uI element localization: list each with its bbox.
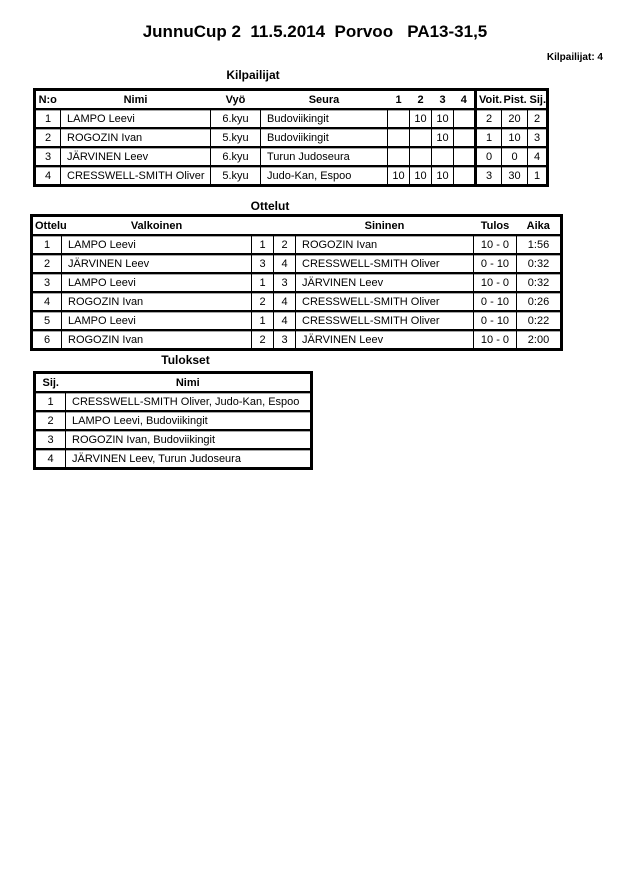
rank-cell: 2 <box>528 109 548 128</box>
white-player-cell: LAMPO Leevi <box>62 273 252 292</box>
result-rank-cell: 3 <box>35 430 66 449</box>
score-vs2-cell <box>410 128 432 147</box>
white-player-cell: ROGOZIN Ivan <box>62 292 252 311</box>
competitor-club-cell: Budoviikingit <box>261 128 388 147</box>
competitor-number-cell: 1 <box>35 109 61 128</box>
score-vs3-cell: 10 <box>432 166 454 186</box>
white-number-cell: 2 <box>252 292 274 311</box>
competitors-table <box>33 88 549 187</box>
result-rank-cell: 2 <box>35 411 66 430</box>
rank-cell: 4 <box>528 147 548 166</box>
blue-number-cell: 4 <box>274 311 296 330</box>
col-header-m4: 4 <box>454 90 476 110</box>
table-row <box>32 235 562 254</box>
result-name-cell: ROGOZIN Ivan, Budoviikingit <box>66 430 312 449</box>
score-vs1-cell <box>388 147 410 166</box>
table-row <box>35 449 312 469</box>
blue-player-cell: CRESSWELL-SMITH Oliver <box>296 311 474 330</box>
points-cell: 20 <box>502 109 528 128</box>
wins-cell: 0 <box>476 147 502 166</box>
result-cell: 0 - 10 <box>474 311 517 330</box>
time-cell: 1:56 <box>517 235 562 254</box>
white-player-cell: JÄRVINEN Leev <box>62 254 252 273</box>
competitor-club-cell: Judo-Kan, Espoo <box>261 166 388 186</box>
col-header-club: Seura <box>261 90 388 110</box>
match-number-cell: 4 <box>32 292 62 311</box>
match-number-cell: 5 <box>32 311 62 330</box>
time-cell: 0:26 <box>517 292 562 311</box>
time-cell: 0:32 <box>517 254 562 273</box>
white-player-cell: LAMPO Leevi <box>62 235 252 254</box>
score-vs4-cell <box>454 128 476 147</box>
white-number-cell: 1 <box>252 311 274 330</box>
score-vs2-cell: 10 <box>410 166 432 186</box>
match-number-cell: 2 <box>32 254 62 273</box>
competitor-club-cell: Budoviikingit <box>261 109 388 128</box>
table-header-row <box>35 90 548 110</box>
score-vs3-cell: 10 <box>432 109 454 128</box>
col-header-m2: 2 <box>410 90 432 110</box>
white-player-cell: ROGOZIN Ivan <box>62 330 252 350</box>
col-header-m3: 3 <box>432 90 454 110</box>
blue-number-cell: 3 <box>274 273 296 292</box>
col-header-match: Ottelu <box>32 216 62 236</box>
result-cell: 10 - 0 <box>474 330 517 350</box>
score-vs1-cell <box>388 109 410 128</box>
result-rank-cell: 4 <box>35 449 66 469</box>
col-header-no: N:o <box>35 90 61 110</box>
page-title: JunnuCup 2 11.5.2014 Porvoo PA13-31,5 <box>142 22 488 41</box>
col-header-points: Pist. <box>502 90 528 110</box>
result-name-cell: LAMPO Leevi, Budoviikingit <box>66 411 312 430</box>
table-row <box>32 292 562 311</box>
white-player-cell: LAMPO Leevi <box>62 311 252 330</box>
table-row <box>32 273 562 292</box>
blue-player-cell: JÄRVINEN Leev <box>296 273 474 292</box>
competitor-name-cell: JÄRVINEN Leev <box>61 147 211 166</box>
col-header-white-no <box>252 216 274 236</box>
table-row <box>35 166 548 186</box>
result-cell: 0 - 10 <box>474 292 517 311</box>
result-name-cell: JÄRVINEN Leev, Turun Judoseura <box>66 449 312 469</box>
score-vs1-cell: 10 <box>388 166 410 186</box>
result-name-cell: CRESSWELL-SMITH Oliver, Judo-Kan, Espoo <box>66 392 312 411</box>
time-cell: 2:00 <box>517 330 562 350</box>
wins-cell: 1 <box>476 128 502 147</box>
table-row <box>32 254 562 273</box>
time-cell: 0:22 <box>517 311 562 330</box>
time-cell: 0:32 <box>517 273 562 292</box>
match-number-cell: 3 <box>32 273 62 292</box>
col-header-rank: Sij. <box>35 373 66 393</box>
result-cell: 10 - 0 <box>474 235 517 254</box>
result-rank-cell: 1 <box>35 392 66 411</box>
white-number-cell: 1 <box>252 273 274 292</box>
table-row <box>32 330 562 350</box>
blue-player-cell: CRESSWELL-SMITH Oliver <box>296 292 474 311</box>
blue-player-cell: JÄRVINEN Leev <box>296 330 474 350</box>
competitor-number-cell: 2 <box>35 128 61 147</box>
col-header-m1: 1 <box>388 90 410 110</box>
rank-cell: 3 <box>528 128 548 147</box>
wins-cell: 2 <box>476 109 502 128</box>
result-cell: 0 - 10 <box>474 254 517 273</box>
col-header-name: Nimi <box>66 373 312 393</box>
col-header-white: Valkoinen <box>62 216 252 236</box>
competitor-number-cell: 4 <box>35 166 61 186</box>
col-header-time: Aika <box>517 216 562 236</box>
col-header-rank: Sij. <box>528 90 548 110</box>
white-number-cell: 1 <box>252 235 274 254</box>
section-heading-ottelut: Ottelut <box>250 199 290 213</box>
score-vs2-cell: 10 <box>410 109 432 128</box>
score-vs3-cell <box>432 147 454 166</box>
table-row <box>35 109 548 128</box>
table-row <box>35 392 312 411</box>
score-vs4-cell <box>454 109 476 128</box>
blue-number-cell: 2 <box>274 235 296 254</box>
col-header-belt: Vyö <box>211 90 261 110</box>
score-vs1-cell <box>388 128 410 147</box>
rank-cell: 1 <box>528 166 548 186</box>
points-cell: 10 <box>502 128 528 147</box>
col-header-blue: Sininen <box>296 216 474 236</box>
white-number-cell: 2 <box>252 330 274 350</box>
col-header-wins: Voit. <box>476 90 502 110</box>
competitor-belt-cell: 5.kyu <box>211 128 261 147</box>
participants-count-label: Kilpailijat: 4 <box>546 52 603 63</box>
score-vs4-cell <box>454 147 476 166</box>
score-vs3-cell: 10 <box>432 128 454 147</box>
table-header-row <box>32 216 562 236</box>
blue-player-cell: ROGOZIN Ivan <box>296 235 474 254</box>
blue-number-cell: 3 <box>274 330 296 350</box>
results-table <box>33 371 313 470</box>
table-row <box>35 128 548 147</box>
matches-table <box>30 214 563 351</box>
section-heading-kilpailijat: Kilpailijat <box>226 68 280 82</box>
match-number-cell: 1 <box>32 235 62 254</box>
competitor-belt-cell: 6.kyu <box>211 109 261 128</box>
competitor-belt-cell: 6.kyu <box>211 147 261 166</box>
competitor-number-cell: 3 <box>35 147 61 166</box>
competitor-name-cell: LAMPO Leevi <box>61 109 211 128</box>
competitor-name-cell: ROGOZIN Ivan <box>61 128 211 147</box>
table-row <box>35 147 548 166</box>
white-number-cell: 3 <box>252 254 274 273</box>
col-header-result: Tulos <box>474 216 517 236</box>
blue-number-cell: 4 <box>274 292 296 311</box>
score-vs4-cell <box>454 166 476 186</box>
section-heading-tulokset: Tulokset <box>161 353 210 367</box>
points-cell: 30 <box>502 166 528 186</box>
table-row <box>32 311 562 330</box>
competitor-club-cell: Turun Judoseura <box>261 147 388 166</box>
match-number-cell: 6 <box>32 330 62 350</box>
competitor-name-cell: CRESSWELL-SMITH Oliver <box>61 166 211 186</box>
table-row <box>35 411 312 430</box>
points-cell: 0 <box>502 147 528 166</box>
result-cell: 10 - 0 <box>474 273 517 292</box>
score-vs2-cell <box>410 147 432 166</box>
table-header-row <box>35 373 312 393</box>
table-row <box>35 430 312 449</box>
wins-cell: 3 <box>476 166 502 186</box>
blue-player-cell: CRESSWELL-SMITH Oliver <box>296 254 474 273</box>
blue-number-cell: 4 <box>274 254 296 273</box>
competitor-belt-cell: 5.kyu <box>211 166 261 186</box>
col-header-blue-no <box>274 216 296 236</box>
col-header-name: Nimi <box>61 90 211 110</box>
